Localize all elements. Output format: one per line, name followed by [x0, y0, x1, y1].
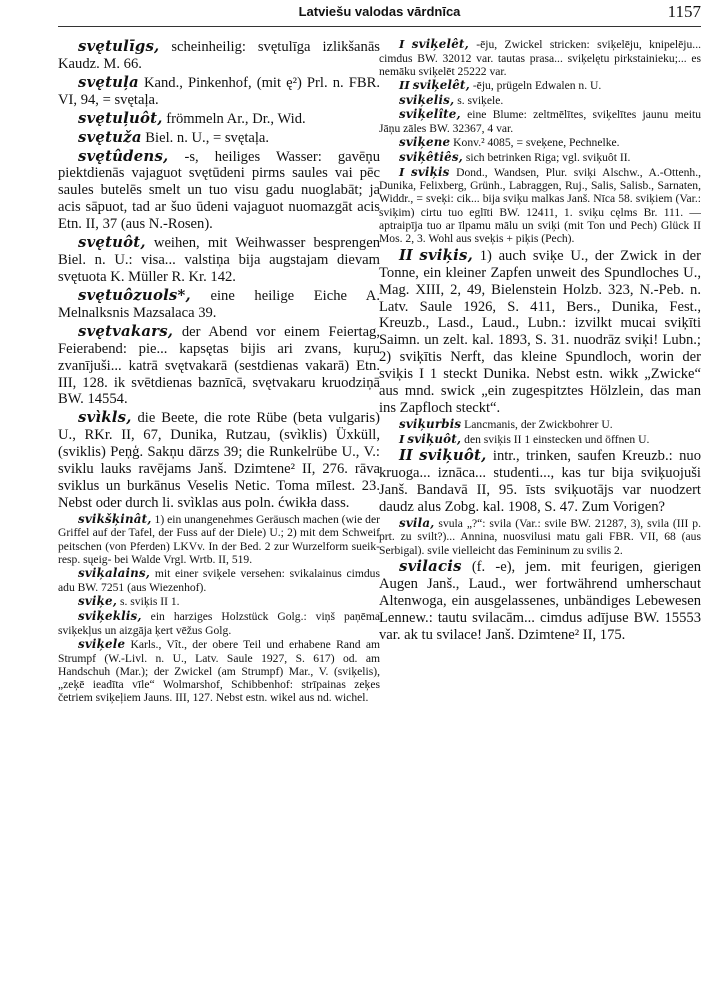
- dictionary-entry: [58, 595, 380, 609]
- headword: svętvakars,: [78, 321, 174, 340]
- definition-text: -s, heiliges Wasser: gavēņu piektdienās vajaguot svętūdeni pirms saules vai pēc saules butelēs smelt un tuo visu gadu nuoglabāt; ja acis sāpuot, tad ar šuo ūdeni vajaguot nuomazgāt acis Etn. II, 37 (aus N.-Rosen).: [58, 148, 380, 233]
- headword: sviķelis,: [399, 92, 455, 107]
- page-number: 1157: [667, 2, 701, 21]
- headword: sviķêtiês,: [399, 149, 464, 164]
- definition-text: weihen, mit Weihwasser besprengen Biel. n. U.: visa... valstiņa bija augstajam dievam svętuota K. Müller R. Kr. 142.: [58, 235, 380, 285]
- headword: svętûdens,: [78, 146, 169, 165]
- dictionary-entry: [58, 38, 380, 73]
- homonym-number: I: [399, 431, 405, 446]
- dictionary-entry: [379, 166, 701, 246]
- right-column: [379, 38, 701, 993]
- homonym-number: II: [399, 447, 413, 465]
- headword: sviķene: [399, 135, 451, 150]
- dictionary-entry: [379, 418, 701, 432]
- headword: svìkls,: [78, 408, 132, 427]
- definition-text: s. sviķis II 1.: [117, 595, 180, 609]
- headword: sviķis: [410, 164, 450, 179]
- definition-text: Dond., Wandsen, Plur. sviķi Alschw., A.-Ottenh., Dunika, Felixberg, Grünh., Labraggen, Ruj., Salis, Salisb., Sarnaten, Widdr., = sveķi: cik... bija sviķu malkas Janš. Nīca 58. sviķiem (Var.: sviķim) cirtu tuo eglīti BW. 12411, 1. sviķu cęlms Br. 111. — aptraipīja tuo ar īlpamu mālu un sviķi (mit Ton und Pech) Glück II Mos. 2, 3. Wohl aus sveķis + piķis (Pech).: [379, 165, 701, 246]
- definition-text: Konv.² 4085, = sveķene, Pechnelke.: [450, 136, 620, 150]
- headword: svila,: [399, 515, 435, 530]
- definition-text: svula „?“: svila (Var.: svile BW. 21287, 3), svila (III p. prt. zu svilt?)... Annina, nuosvilusi matu gali FBR. VII, 68 (aus Serbigal). svile vielleicht das Femininum zu svilis 2.: [379, 516, 701, 557]
- definition-text: sich betrinken Riga; vgl. sviķuôt II.: [463, 150, 631, 164]
- dictionary-entry: [58, 323, 380, 409]
- dictionary-entry: [379, 247, 701, 417]
- definition-text: frömmeln Ar., Dr., Wid.: [162, 110, 306, 127]
- definition-text: 1) ein unangenehmes Geräusch machen (wie der Griffel auf der Tafel, der Fuss auf der Diele) U.; 2) mit dem Schweif peitschen (von Pferden) LKVv. In der Bed. 2 zur Wurzelform sueik- resp. sųeig- bei Walde Vrgl. Wrtb. II, 519.: [58, 512, 380, 567]
- definition-text: eine heilige Eiche A. Melnalksnis Mazsalaca 39.: [58, 287, 380, 321]
- headword: svętuļuôt,: [78, 108, 163, 127]
- definition-text: 1) auch sviķe U., der Zwick in der Tonne, ein kleiner Zapfen unweit des Spundloches U., Mag. XIII, 2, 49, Bielenstein Holzb. 323, N.-Peb. n. Latv. Saule 1926, S. 411, Bers., Dunika, Fest., Kreuzb., Lasd., Laud., Lubn.: izvilkt mucai sviķīti Saimn. un zelt. kal. 1893, S. 31. nuodrāz sviķi! Lubn.; 2) sviķītis Nerft, das kleine Spundloch, worin der sviķis I 1 steckt Dunika. Nebst estn. wikk „Zwicke“ aus mnd. swick „ein zugespitztes Hölzlein, das man ins Zapfloch steckt“.: [379, 247, 701, 417]
- dictionary-entry: [58, 148, 380, 234]
- headword: svikšķinât,: [78, 511, 152, 526]
- definition-text: (f. -e), jem. mit feurigen, gierigen Augen Janš., Laud., wer fortwährend umherschaut Altenwoga, ein ausgelassenes, unbändiges Lebewesen Lennew.: tautu svilacām... cimdus adījuse BW. 15553 var. ak tu svilace! Janš. Dzimtene² II, 175.: [379, 559, 701, 643]
- dictionary-entry: [58, 129, 380, 147]
- headword: sviķuôt,: [419, 446, 487, 465]
- definition-text: eine Blume: zeltmēlītes, sviķelītes jaunu meitu Jāņu zāles BW. 32367, 4 var.: [379, 108, 701, 136]
- dictionary-entry: [58, 513, 380, 567]
- definition-text: Karls., Vît., der obere Teil und erhabene Rand am Strumpf (W.-Livl. n. U., Latv. Saule 1927, S. 617) od. am Handschuh (Mar.); der Zwickel (am Strumpf) Mar., V. (sviķelis), „zeķē ieadīta vīle“ Wolmarshof, Schibbenhof: strīpainas zeķes četriem sviķeļiem Jauns. III, 127. Nebst estn. wikel aus nd. wichel.: [58, 637, 380, 705]
- definition-text: intr., trinken, saufen Kreuzb.: nuo kruoga... iznāca... studenti..., kas tur bija sviķuojuši Janš. Bandavā II, 95. īsts sviķuotājs var nuodzert daudz alus Zobg. kal. 1908, S. 47. Zum Vorigen?: [379, 448, 701, 515]
- dictionary-entry: [58, 409, 380, 512]
- dictionary-entry: [379, 136, 701, 150]
- headword: sviķis,: [419, 245, 473, 264]
- definition-text: -ēju, prügeln Edwalen n. U.: [469, 79, 602, 93]
- headword: svilacis: [399, 557, 462, 576]
- definition-text: ein harziges Holzstück Golg.: viņš paņēma sviķekļus un aizgāja ķert vēžus Golg.: [58, 609, 380, 637]
- left-column: [58, 38, 380, 993]
- definition-text: -ēju, Zwickel stricken: sviķelēju, knipelēju... cimdus BW. 32012 var. tautas prasa... sviķelętu pirkstainieku;... es nemāku sviķelēt 25222 var.: [379, 38, 701, 78]
- homonym-number: II: [399, 246, 413, 264]
- dictionary-entry: [379, 558, 701, 644]
- headword: sviķele: [78, 636, 126, 651]
- definition-text: der Abend vor einem Feiertag, Feierabend: pie... kapsętas bijis ari zvans, kuŗu zvanījuši... katrā svętvakarā (sestdienas vakarā) Etn. III, 128. ik svētdienas baznīcā, svętvakaru kruodziņā BW. 14554.: [58, 323, 380, 408]
- headword: sviķelîte,: [399, 107, 461, 122]
- definition-text: Kand., Pinkenhof, (mit ę²) Prl. n. FBR. VI, 94, = svętaļa.: [58, 74, 380, 108]
- headword: sviķeklis,: [78, 608, 142, 623]
- definition-text: scheinheilig: svętulīga izlikšanās Kaudz. M. 66.: [58, 39, 380, 72]
- dictionary-entry: [379, 38, 701, 78]
- page-title: Latviešu valodas vārdnīca: [298, 4, 461, 19]
- homonym-number: I: [399, 38, 405, 51]
- dictionary-entry: [379, 79, 701, 93]
- headword: sviķelêt,: [411, 38, 469, 51]
- headword: svętuža: [78, 127, 142, 146]
- definition-text: mit einer sviķele versehen: svikalainus cimdus adu BW. 7251 (aus Wiezenhof).: [58, 567, 380, 595]
- definition-text: die Beete, die rote Rübe (beta vulgaris) U., RKr. II, 67, Dunika, Rutzau, (svìklis) Üxküll, (sviklis) Peņģ. Sakņu dārzs 39; die Runkelrübe U., V.: sviklu lauks ravējams Janš. Dzimtene² II, 276. rāva sviklus un burkānus Veselis Netic. Toma mīlest. 23. Nebst oder durch li. svìklas aus poln. ćwikła dass.: [58, 410, 380, 511]
- dictionary-entry: [379, 108, 701, 135]
- dictionary-entry: [379, 94, 701, 108]
- headword: svętuļa: [78, 72, 139, 91]
- dictionary-entry: [379, 447, 701, 516]
- headword: svętuôzuols*,: [78, 285, 191, 304]
- headword: sviķuôt,: [407, 431, 462, 446]
- headword: sviķelêt,: [412, 78, 470, 93]
- dictionary-entry: [379, 151, 701, 165]
- dictionary-entry: [58, 110, 380, 128]
- definition-text: Lancmanis, der Zwickbohrer U.: [461, 418, 613, 431]
- headword: svętulīgs,: [78, 38, 160, 55]
- dictionary-entry: [58, 234, 380, 286]
- definition-text: den sviķis II 1 einstecken und öffnen U.: [461, 432, 650, 446]
- homonym-number: I: [399, 164, 405, 179]
- dictionary-entry: [379, 517, 701, 557]
- dictionary-entry: [58, 610, 380, 637]
- headword: sviķe,: [78, 594, 118, 609]
- headword: svętuôt,: [78, 233, 146, 252]
- headword: sviķurbis: [399, 417, 462, 431]
- dictionary-entry: [379, 433, 701, 447]
- running-head: [58, 4, 701, 27]
- headword: sviķalains,: [78, 566, 151, 581]
- dictionary-entry: [58, 567, 380, 594]
- dictionary-entry: [58, 287, 380, 322]
- definition-text: s. sviķele.: [454, 93, 504, 107]
- definition-text: Biel. n. U., = svętaļa.: [141, 129, 270, 146]
- dictionary-entry: [58, 74, 380, 109]
- dictionary-entry: [58, 638, 380, 705]
- homonym-number: II: [399, 78, 410, 93]
